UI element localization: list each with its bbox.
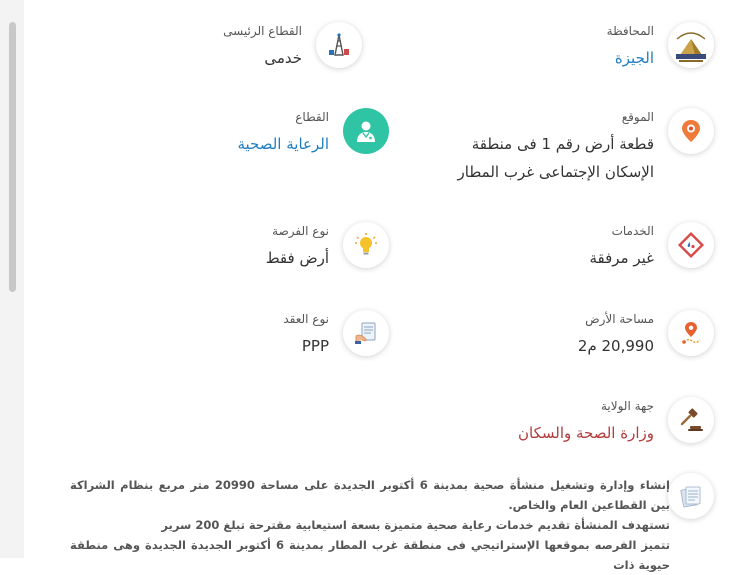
opportunity-type-label: نوع الفرصة: [272, 224, 329, 238]
location-value: [458, 130, 654, 186]
land-area-field: [414, 310, 714, 370]
location-text: [458, 108, 654, 186]
map-pin-icon: [668, 108, 714, 154]
services-text: [589, 222, 654, 272]
sector-text: [237, 108, 329, 158]
authority-value: وزارة الصحة والسكان: [518, 424, 654, 442]
opportunity-type-value: أرض فقط: [265, 249, 329, 267]
services-value: غير مرفقة: [589, 249, 654, 267]
land-area-text: [578, 310, 654, 360]
land-area-value: 20,990 م2: [577, 337, 654, 355]
contract-type-label: نوع العقد: [283, 312, 329, 326]
document-icon: [668, 473, 714, 519]
main-sector-label: القطاع الرئيسى: [223, 24, 302, 38]
doctor-icon: [343, 108, 389, 154]
main-sector-text: [223, 22, 302, 72]
authority-field: [414, 397, 714, 457]
sector-label: القطاع: [295, 110, 329, 124]
contract-type-text: [283, 310, 329, 360]
governorate-field: [414, 22, 714, 82]
main-sector-value: خدمى: [264, 49, 302, 67]
description-line-3: تتميز الفرصه بموقعها الإستراتيجي فى منطقة غرب المطار بمدينة 6 أكتوبر الجديدة الجديدة وهى منطقة حيوية ذات: [70, 538, 670, 572]
opportunity-type-field: [89, 222, 389, 282]
description-icon-wrap: [668, 473, 714, 519]
opportunity-details-panel: [24, 0, 730, 572]
giza-pyramids-emblem-icon: [668, 22, 714, 68]
authority-label: جهة الولاية: [600, 399, 654, 413]
land-area-label: مساحة الأرض: [585, 312, 654, 326]
governorate-text: [607, 22, 654, 72]
sector-field: [89, 108, 389, 168]
vertical-scrollbar[interactable]: [0, 0, 24, 558]
sector-link[interactable]: الرعاية الصحية: [237, 135, 329, 153]
services-label: الخدمات: [611, 224, 654, 238]
location-label: الموقع: [621, 110, 654, 124]
contract-type-field: [89, 310, 389, 370]
scrollbar-thumb[interactable]: [9, 22, 16, 292]
location-field: [414, 108, 714, 188]
services-field: [414, 222, 714, 282]
description-line-1: إنشاء وإدارة وتشغيل منشأة صحية بمدينة 6 أكتوبر الجديدة على مساحة 20990 متر مربع بنظام الشراكة بين القطاعين العام والخاص.: [70, 478, 670, 512]
location-value-line2: الإسكان الإجتماعى غرب المطار: [457, 163, 654, 181]
location-value-line1: قطعة أرض رقم 1 فى منطقة: [471, 135, 654, 153]
main-sector-field: [62, 22, 362, 82]
contract-hand-icon: [343, 310, 389, 356]
governorate-link[interactable]: الجيزة: [614, 49, 654, 67]
tower-icon: [316, 22, 362, 68]
lightbulb-icon: [343, 222, 389, 268]
opportunity-type-text: [266, 222, 329, 272]
gavel-icon: [668, 397, 714, 443]
description-line-2: تستهدف المنشأة تقديم خدمات رعاية صحية متميزة بسعة استيعابية مقترحة تبلغ 200 سرير: [161, 518, 670, 532]
governorate-label: المحافظة: [606, 24, 654, 38]
services-diamond-icon: [668, 222, 714, 268]
route-pin-icon: [668, 310, 714, 356]
opportunity-description: [70, 475, 670, 575]
contract-type-value: PPP: [301, 337, 329, 355]
authority-text: [518, 397, 654, 447]
